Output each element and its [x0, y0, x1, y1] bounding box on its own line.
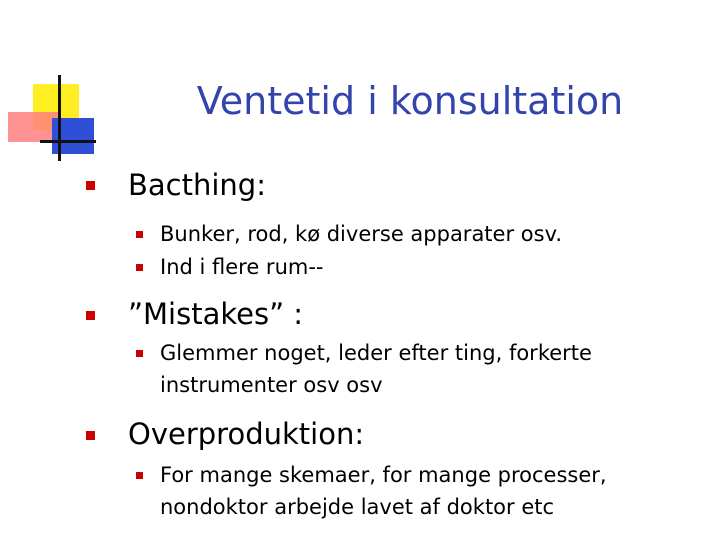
sub-bullet-text: Glemmer noget, leder efter ting, forkerte — [160, 341, 592, 365]
bullet-text: Overproduktion: — [128, 417, 365, 451]
logo-horizontal-line — [40, 140, 96, 143]
logo-vertical-line — [58, 75, 61, 161]
sub-bullet-icon — [136, 264, 143, 271]
slide-title: Ventetid i konsultation — [196, 79, 624, 123]
sub-bullet-text: Bunker, rod, kø diverse apparater osv. — [160, 222, 563, 246]
sub-bullet-icon — [136, 231, 143, 238]
sub-bullet-text-continued: instrumenter osv osv — [160, 373, 383, 397]
bullet-text: Bacthing: — [128, 168, 266, 202]
bullet-icon — [86, 311, 95, 320]
slide-logo-icon — [0, 0, 110, 170]
sub-bullet-icon — [136, 472, 143, 479]
bullet-text: ”Mistakes” : — [128, 297, 304, 331]
bullet-icon — [86, 431, 95, 440]
sub-bullet-text-continued: nondoktor arbejde lavet af doktor etc — [160, 495, 555, 519]
sub-bullet-text: For mange skemaer, for mange processer, — [160, 463, 607, 487]
sub-bullet-text: Ind i flere rum-- — [160, 255, 324, 279]
sub-bullet-icon — [136, 350, 143, 357]
bullet-icon — [86, 181, 95, 190]
